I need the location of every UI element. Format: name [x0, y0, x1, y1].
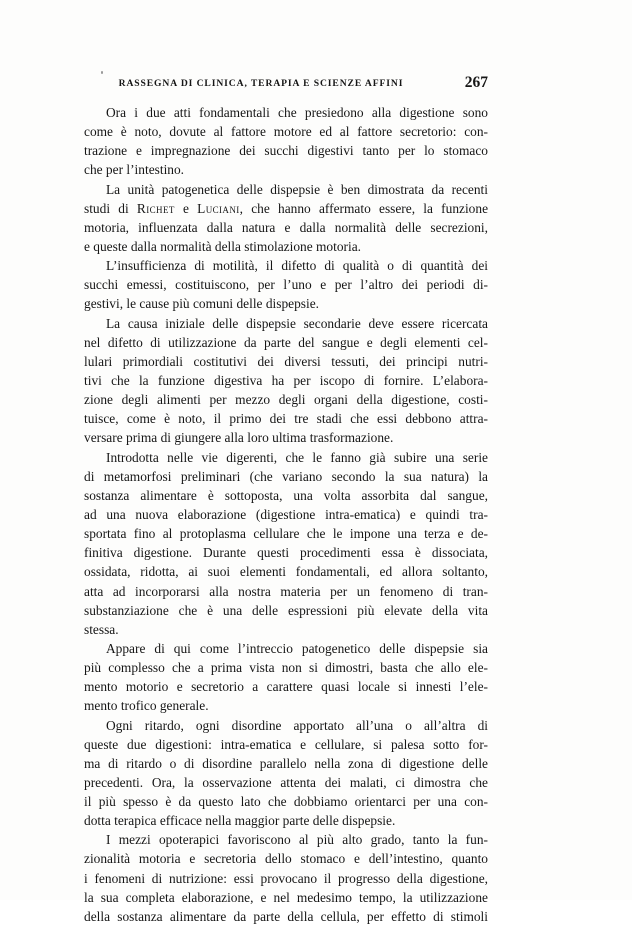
text-line: come è noto, dovute al fattore motore ed al fattore secretorio: con-: [84, 124, 488, 140]
text-line: motoria, influenzata dalla natura e dalla normalità delle secrezioni,: [84, 219, 488, 235]
paragraph: [84, 103, 488, 180]
text-line: La unità patogenetica delle dispepsie è ben dimostrata da recenti: [106, 181, 488, 197]
text-line: versare prima di giungere alla loro ultima trasformazione.: [84, 430, 394, 446]
text-line: sostanza alimentare è sottoposta, una volta assorbita dal sangue,: [84, 487, 488, 503]
text-line: Introdotta nelle vie digerenti, che le fanno già subire una serie: [106, 449, 488, 465]
text-line: sportata fino al protoplasma cellulare che le impone una terza e de-: [84, 526, 488, 542]
text-line: mento trofico generale.: [84, 698, 209, 714]
paragraph: [84, 830, 488, 926]
paragraph: [84, 639, 488, 716]
text-line: tivi che la funzione digestiva ha per iscopo di fornire. L’elabora-: [84, 372, 488, 388]
text-line: La causa iniziale delle dispepsie secondarie deve essere ricercata: [106, 315, 488, 331]
text-line: e queste dalla normalità della stimolazione motoria.: [84, 238, 362, 254]
paragraph: [84, 314, 488, 448]
text-line: il più spesso è da questo lato che dobbiamo orientarci per una con-: [84, 794, 488, 810]
text-line: substanziazione che è una delle espressioni più elevate della vita: [84, 602, 488, 618]
text-line: stessa.: [84, 621, 119, 637]
paragraph: [84, 716, 488, 831]
body-text: [84, 103, 488, 926]
text-line: atta ad incorporarsi alla nostra materia per un fenomeno di tran-: [84, 583, 488, 599]
text-line: di metamorfosi preliminari (che variano secondo la sua natura) la: [84, 468, 488, 484]
text-line: L’insufficienza di motilità, il difetto di qualità o di quantità dei: [106, 258, 488, 274]
text-line: studi di Richet e Luciani, che hanno affermato essere, la funzione: [84, 200, 488, 216]
text-line: mento motorio e secretorio a carattere quasi locale si innesti l’ele-: [84, 679, 488, 695]
text-line: della sostanza alimentare da parte della cellula, per effetto di stimoli: [84, 908, 488, 924]
running-header: [84, 74, 488, 94]
text-line: dotta terapica efficace nella maggior parte delle dispepsie.: [84, 813, 396, 829]
text-line: ad una nuova elaborazione (digestione intra-ematica) e quindi tra-: [84, 506, 488, 522]
text-line: ma di ritardo o di disordine parallelo nella zona di digestione delle: [84, 755, 488, 771]
text-line: queste due digestioni: intra-ematica e cellulare, si palesa sotto for-: [84, 736, 488, 752]
text-line: trazione e impregnazione dei succhi digestivi tanto per lo stomaco: [84, 143, 488, 159]
text-line: più complesso che a prima vista non si dimostri, basta che allo ele-: [84, 660, 488, 676]
paragraph: [84, 448, 488, 639]
text-line: Ogni ritardo, ogni disordine apportato all’una o all’altra di: [106, 717, 488, 733]
text-line: gestivi, le cause più comuni delle dispepsie.: [84, 296, 320, 312]
page-number: 267: [464, 74, 488, 91]
text-line: succhi emessi, costituiscono, per l’uno e per l’altro dei periodi di-: [84, 277, 488, 293]
text-line: ossidata, ridotta, ai suoi elementi fondamentali, ed allora soltanto,: [84, 564, 488, 580]
text-line: Ora i due atti fondamentali che presiedono alla digestione sono: [106, 105, 488, 120]
text-line: tuisce, come è noto, il primo dei tre stadi che essi debbono attra-: [84, 411, 488, 427]
text-line: Appare di qui come l’intreccio patogenetico delle dispepsie sia: [106, 640, 488, 656]
text-line: precedenti. Ora, la osservazione attenta dei malati, ci dimostra che: [84, 774, 488, 790]
text-line: I mezzi opoterapici favoriscono al più alto grado, tanto la fun-: [106, 832, 488, 848]
text-line: nel difetto di utilizzazione da parte del sangue e degli elementi cel-: [84, 334, 488, 350]
text-line: finitiva digestione. Durante questi procedimenti essa è dissociata,: [84, 545, 488, 561]
text-line: zionalità motoria e secretoria dello stomaco e dell’intestino, quanto: [84, 851, 488, 867]
running-header-title: RASSEGNA DI CLINICA, TERAPIA E SCIENZE AFFINI: [118, 78, 404, 89]
text-line: che per l’intestino.: [84, 162, 185, 178]
text-line: la sua completa elaborazione, e nel medesimo tempo, la utilizzazione: [84, 889, 488, 905]
paragraph: [84, 180, 488, 257]
paragraph: [84, 256, 488, 313]
text-line: i fenomeni di nutrizione: essi provocano il progresso della digestione,: [84, 870, 488, 886]
author-name: Richet: [136, 200, 175, 216]
author-name: Luciani: [197, 200, 240, 216]
text-line: lulari primordiali costitutivi dei diversi tessuti, dei principi nutri-: [84, 353, 488, 369]
text-line: zione degli alimenti per mezzo degli organi della digestione, costi-: [84, 392, 488, 408]
